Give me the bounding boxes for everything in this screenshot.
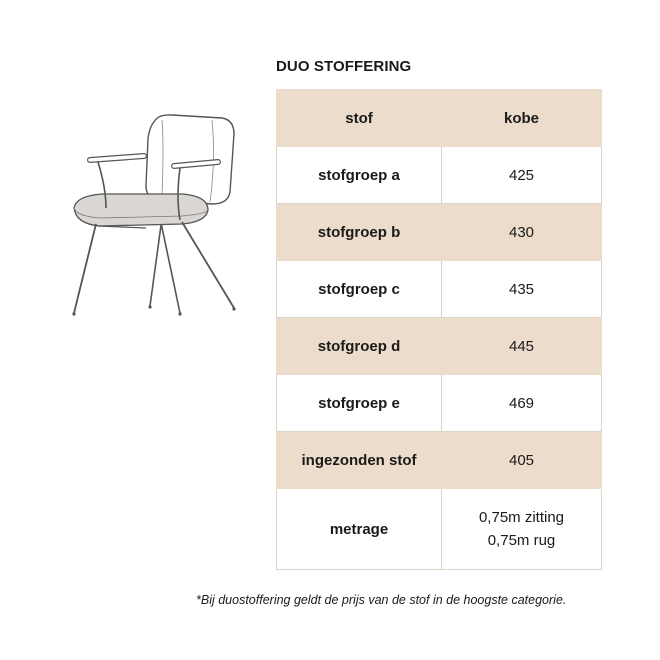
metrage-seat: 0,75m zitting: [478, 509, 565, 526]
row-label: stofgroep a: [277, 147, 442, 204]
table-header-row: [277, 90, 602, 147]
row-value: 405: [442, 432, 602, 489]
metrage-back: 0,75m rug: [487, 532, 556, 549]
table-row: [277, 261, 602, 318]
page-title: DUO STOFFERING: [276, 58, 412, 75]
row-label: stofgroep d: [277, 318, 442, 375]
chair-illustration: [62, 108, 252, 338]
row-value: 445: [442, 318, 602, 375]
row-label: ingezonden stof: [277, 432, 442, 489]
row-value: 425: [442, 147, 602, 204]
table-row-metrage: [277, 489, 602, 570]
row-value: 430: [442, 204, 602, 261]
table-row: [277, 432, 602, 489]
price-table: [276, 89, 602, 570]
metrage-value: [442, 489, 602, 570]
row-label: stofgroep c: [277, 261, 442, 318]
metrage-label: metrage: [277, 489, 442, 570]
row-value: 435: [442, 261, 602, 318]
table-row: [277, 318, 602, 375]
footnote: *Bij duostoffering geldt de prijs van de stof in de hoogste categorie.: [196, 593, 567, 607]
row-label: stofgroep b: [277, 204, 442, 261]
header-kobe: kobe: [442, 90, 602, 147]
row-label: stofgroep e: [277, 375, 442, 432]
table-row: [277, 375, 602, 432]
table-row: [277, 204, 602, 261]
row-value: 469: [442, 375, 602, 432]
table-row: [277, 147, 602, 204]
header-stof: stof: [277, 90, 442, 147]
